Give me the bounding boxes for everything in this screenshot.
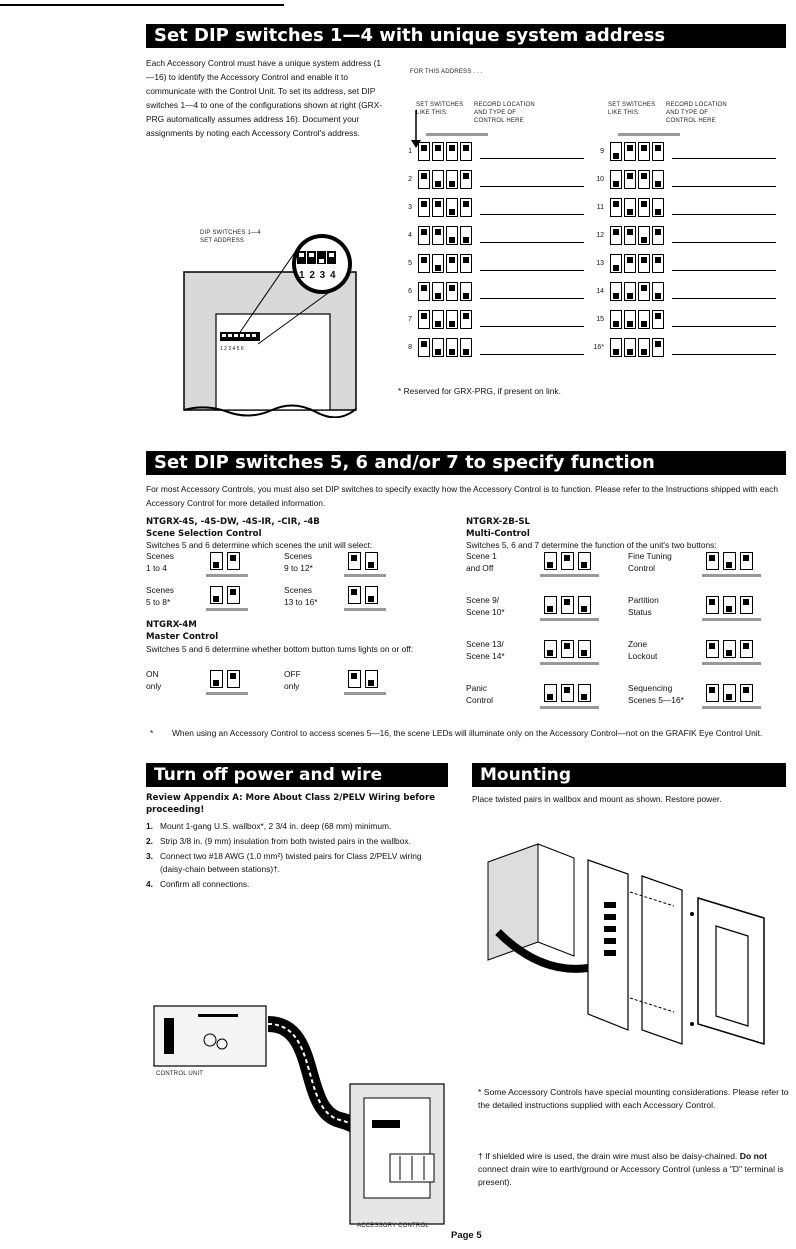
section-title-address: Set DIP switches 1—4 with unique system address (146, 24, 786, 48)
function-option-label: Scenes 9 to 12* (284, 551, 313, 573)
dip-switch (624, 338, 636, 357)
switch-base-bar (702, 706, 761, 709)
dip-switch (624, 254, 636, 273)
dip-switch-bank (418, 142, 476, 161)
record-location-line (480, 158, 584, 159)
record-location-line (672, 298, 776, 299)
dip-switch (652, 338, 664, 357)
switch-base-bar (702, 662, 761, 665)
switch-base-bar (206, 574, 248, 577)
dip-switch (418, 338, 430, 357)
dip-figure-label: DIP SWITCHES 1—4 SET ADDRESS (200, 230, 261, 244)
dip-switch-bank (610, 170, 668, 189)
function-option-label: Sequencing Scenes 5—16* (628, 683, 684, 705)
section-title-wiring: Turn off power and wire (146, 763, 448, 787)
dip-switch (638, 198, 650, 217)
section-title-function: Set DIP switches 5, 6 and/or 7 to specify function (146, 451, 786, 475)
wiring-step: 3. Connect two #18 AWG (1.0 mm²) twisted pairs for Class 2/PELV wiring (daisy-chain between stations)†. (146, 851, 422, 874)
header-bar-right (618, 133, 680, 136)
header-bar-left (426, 133, 488, 136)
dip-switch-bank (610, 338, 668, 357)
wiring-diagram (150, 1000, 450, 1230)
dip-switch (624, 282, 636, 301)
dip-switch (638, 142, 650, 161)
dip-switch (432, 198, 444, 217)
record-location-line (480, 326, 584, 327)
address-number: 8 (408, 344, 412, 351)
address-number: 13 (596, 260, 604, 267)
dip-switch (610, 254, 622, 273)
function-option-label: Scenes 1 to 4 (146, 551, 174, 573)
dip-switch (446, 142, 458, 161)
dip-switch (652, 142, 664, 161)
function-option-label: Fine Tuning Control (628, 551, 672, 573)
dip-switch (740, 684, 753, 702)
address-number: 10 (596, 176, 604, 183)
multi-control-name: Multi-Control (466, 529, 530, 539)
dip-switch (624, 198, 636, 217)
dip-switch (432, 254, 444, 273)
dip-switch (432, 142, 444, 161)
mounting-note-2: † If shielded wire is used, the drain wire must also be daisy-chained. Do not connect drain wire to earth/ground or Accessory Control (unless a "D" terminal is present). (478, 1151, 784, 1187)
dip-switch (544, 640, 557, 658)
dip-switch (418, 198, 430, 217)
dip-switch (348, 586, 361, 604)
wiring-step: 1. Mount 1-gang U.S. wallbox*, 2 3/4 in. deep (68 mm) minimum. (146, 821, 392, 831)
scene-control-model: NTGRX-4S, -4S-DW, -4S-IR, -CIR, -4B (146, 517, 320, 527)
dip-switch (348, 552, 361, 570)
for-this-address-label: FOR THIS ADDRESS . . . (410, 69, 483, 75)
switch-base-bar (344, 574, 386, 577)
dip-switch (706, 640, 719, 658)
dip-switch (227, 586, 240, 604)
address-row (398, 308, 594, 334)
dip-switch (365, 586, 378, 604)
dip-switch-bank (418, 254, 476, 273)
dip-switch (638, 338, 650, 357)
dip-switch (210, 670, 223, 688)
section-title-mounting: Mounting (472, 763, 786, 787)
mounting-diagram (478, 822, 788, 1054)
switch-base-bar (344, 608, 386, 611)
dip-switch-bank (418, 226, 476, 245)
dip-switch (460, 310, 472, 329)
dip-switch (638, 282, 650, 301)
record-location-line (480, 186, 584, 187)
master-options (146, 668, 466, 708)
record-location-line (672, 354, 776, 355)
dip-switch (460, 226, 472, 245)
dip-switch (460, 338, 472, 357)
address-row (590, 224, 786, 250)
switch-base-bar (344, 692, 386, 695)
record-location-line (672, 158, 776, 159)
address-row (590, 336, 786, 362)
dip-switch (624, 142, 636, 161)
dip-switch (432, 170, 444, 189)
dip-switch-bank (610, 198, 668, 217)
dip-switch (723, 596, 736, 614)
dip-switch (446, 282, 458, 301)
switch-base-bar (540, 662, 599, 665)
record-location-line (672, 326, 776, 327)
dip-switch (432, 310, 444, 329)
dip-switch-bank (610, 142, 668, 161)
address-number: 14 (596, 288, 604, 295)
address-row (398, 336, 594, 362)
wiring-step: 4. Confirm all connections. (146, 879, 250, 889)
switch-base-bar (540, 574, 599, 577)
master-control-desc: Switches 5 and 6 determine whether bottom button turns lights on or off: (146, 644, 414, 654)
dip-switch (652, 254, 664, 273)
address-row (590, 168, 786, 194)
dip-switch (460, 198, 472, 217)
dip-switch (227, 670, 240, 688)
dip-switch (432, 338, 444, 357)
address-row (398, 168, 594, 194)
address-number: 4 (408, 232, 412, 239)
address-row (590, 252, 786, 278)
address-table-left (398, 140, 598, 360)
switch-base-bar (206, 692, 248, 695)
address-number: 15 (596, 316, 604, 323)
dip-switch (418, 282, 430, 301)
scene-control-name: Scene Selection Control (146, 529, 262, 539)
dip-switch (610, 338, 622, 357)
dip-switch (210, 552, 223, 570)
dip-switch (578, 596, 591, 614)
dip-switch (561, 552, 574, 570)
dip-switch (418, 254, 430, 273)
dip-numbers-magnified: 1 2 3 4 (299, 270, 337, 281)
dip-switch-bank (610, 310, 668, 329)
dip-switch (610, 282, 622, 301)
address-number: 9 (600, 148, 604, 155)
dip-switch (638, 226, 650, 245)
dip-switch (446, 310, 458, 329)
switch-base-bar (206, 608, 248, 611)
dip-switch (432, 226, 444, 245)
function-option-label: Scene 13/ Scene 14* (466, 639, 505, 661)
address-row (398, 280, 594, 306)
master-control-model: NTGRX-4M (146, 620, 197, 630)
dip-switch (578, 640, 591, 658)
dip-switch (610, 142, 622, 161)
dip-switch (561, 596, 574, 614)
dip-switch (365, 552, 378, 570)
address-number: 6 (408, 288, 412, 295)
record-location-line (480, 354, 584, 355)
dip-switch (723, 552, 736, 570)
address-number: 16* (593, 344, 604, 351)
address-number: 1 (408, 148, 412, 155)
address-row (590, 280, 786, 306)
dip-switch (544, 552, 557, 570)
record-location-line (480, 298, 584, 299)
function-option-label: OFF only (284, 669, 301, 691)
address-number: 11 (596, 204, 604, 211)
dip-switch (610, 310, 622, 329)
dip-switch (624, 310, 636, 329)
dip-switch (544, 684, 557, 702)
control-unit-label: CONTROL UNIT (156, 1071, 204, 1077)
wiring-steps (146, 820, 446, 893)
dip-switch (740, 596, 753, 614)
dip-switch (578, 684, 591, 702)
dip-switch (446, 226, 458, 245)
dip-switch (418, 310, 430, 329)
multi-options (466, 550, 786, 730)
address-number: 2 (408, 176, 412, 183)
dip-switch (210, 586, 223, 604)
record-location-line (672, 242, 776, 243)
dip-switch-bank (418, 198, 476, 217)
dip-switch (446, 198, 458, 217)
address-number: 12 (596, 232, 604, 239)
dip-switch (460, 254, 472, 273)
dip-switch (706, 552, 719, 570)
dip-switch (561, 640, 574, 658)
record-location-line (480, 242, 584, 243)
address-instructions: Each Accessory Control must have a unique system address (1—16) to identify the Accessory Control and enable it to communicate with the Control Unit. To set its address, set DIP switches 1—4 to one of the configurations shown at right (GRX-PRG automatically assumes address 16). Document your assignments by noting each Accessory Control's address. (146, 58, 383, 138)
dip-switch-bank (610, 226, 668, 245)
dip-switch (446, 170, 458, 189)
function-option-label: Panic Control (466, 683, 493, 705)
dip-switch (610, 170, 622, 189)
dip-switch (638, 254, 650, 273)
dip-switch (652, 282, 664, 301)
address-row (398, 224, 594, 250)
dip-switch (561, 684, 574, 702)
mounting-instructions: Place twisted pairs in wallbox and mount as shown. Restore power. (472, 794, 722, 804)
wiring-step: 2. Strip 3/8 in. (9 mm) insulation from both twisted pairs in the wallbox. (146, 836, 411, 846)
address-number: 5 (408, 260, 412, 267)
dip-switch (652, 310, 664, 329)
top-rule (0, 4, 284, 6)
address-table-right (590, 140, 790, 360)
dip-switch (624, 170, 636, 189)
address-row (590, 308, 786, 334)
mounting-note-1: * Some Accessory Controls have special mounting considerations. Please refer to the detailed instructions supplied with each Accessory Control. (478, 1087, 789, 1110)
dip-switch (638, 310, 650, 329)
address-row (590, 140, 786, 166)
record-location-line (672, 270, 776, 271)
record-location-line (672, 186, 776, 187)
dip-switch (460, 170, 472, 189)
address-number: 3 (408, 204, 412, 211)
dip-switch (418, 142, 430, 161)
dip-switch (610, 226, 622, 245)
dip-switch (624, 226, 636, 245)
function-option-label: Scene 1 and Off (466, 551, 497, 573)
dip-switch (652, 198, 664, 217)
function-option-label: Scenes 5 to 8* (146, 585, 174, 607)
dip-switch (365, 670, 378, 688)
switch-base-bar (702, 574, 761, 577)
switch-base-bar (540, 618, 599, 621)
page-number: Page 5 (451, 1230, 482, 1241)
dip-switch (723, 684, 736, 702)
dip-switch-plate-figure (176, 232, 374, 418)
address-row (398, 196, 594, 222)
scene-led-footnote: When using an Accessory Control to access scenes 5—16, the scene LEDs will illuminate only on the Accessory Control—not on the GRAFIK Eye Control Unit. (172, 728, 763, 738)
dip-switch (578, 552, 591, 570)
dip-switch (446, 338, 458, 357)
switch-base-bar (540, 706, 599, 709)
dip-switch (652, 170, 664, 189)
address-row (398, 252, 594, 278)
dip-switch (432, 282, 444, 301)
dip-switch (418, 170, 430, 189)
function-option-label: ON only (146, 669, 162, 691)
record-location-line (480, 270, 584, 271)
dip-switch-bank (418, 310, 476, 329)
dip-switch (460, 142, 472, 161)
accessory-control-label: ACCESSORY CONTROL (357, 1223, 429, 1229)
col-record-left: RECORD LOCATION AND TYPE OF CONTROL HERE (474, 102, 535, 124)
dip-switch (723, 640, 736, 658)
col-record-right: RECORD LOCATION AND TYPE OF CONTROL HERE (666, 102, 727, 124)
record-location-line (672, 214, 776, 215)
dip-switch (348, 670, 361, 688)
dip-switch-bank (418, 282, 476, 301)
dip-switch (418, 226, 430, 245)
dip-switch-bank (418, 338, 476, 357)
multi-control-desc: Switches 5, 6 and 7 determine the function of the unit's two buttons: (466, 540, 717, 550)
dip-switch-bank (418, 170, 476, 189)
scene-control-desc: Switches 5 and 6 determine which scenes the unit will select: (146, 540, 373, 550)
dip-switch (706, 596, 719, 614)
function-intro: For most Accessory Controls, you must also set DIP switches to specify exactly how the Accessory Control is to function. Please refer to the Instructions shipped with each Accessory Control for more detailed information. (146, 484, 778, 508)
dip-switch (446, 254, 458, 273)
scene-options (146, 550, 466, 620)
footnote-mark: * (150, 728, 154, 738)
dip-switch (638, 170, 650, 189)
dip-switch (706, 684, 719, 702)
dip-switch (460, 282, 472, 301)
switch-base-bar (702, 618, 761, 621)
function-option-label: Scene 9/ Scene 10* (466, 595, 505, 617)
dip-switch-bank (610, 282, 668, 301)
reserved-note: * Reserved for GRX-PRG, if present on link. (398, 386, 561, 396)
function-option-label: Scenes 13 to 16* (284, 585, 318, 607)
address-row (398, 140, 594, 166)
dip-switch (740, 552, 753, 570)
col-set-switches-right: SET SWITCHES LIKE THIS: (608, 102, 656, 116)
dip-switch (544, 596, 557, 614)
function-option-label: Partition Status (628, 595, 659, 617)
dip-numbers-plate: 1 2 3 4 5 6 (220, 346, 244, 352)
col-set-switches-left: SET SWITCHES LIKE THIS: (416, 102, 464, 116)
dip-switch (227, 552, 240, 570)
function-option-label: Zone Lockout (628, 639, 658, 661)
dip-switch (740, 640, 753, 658)
address-number: 7 (408, 316, 412, 323)
dip-switch-bank (610, 254, 668, 273)
dip-switch (610, 198, 622, 217)
review-appendix-note: Review Appendix A: More About Class 2/PELV Wiring before proceeding! (146, 793, 436, 815)
address-row (590, 196, 786, 222)
multi-control-model: NTGRX-2B-SL (466, 517, 530, 527)
dip-switch (652, 226, 664, 245)
record-location-line (480, 214, 584, 215)
master-control-name: Master Control (146, 632, 219, 642)
